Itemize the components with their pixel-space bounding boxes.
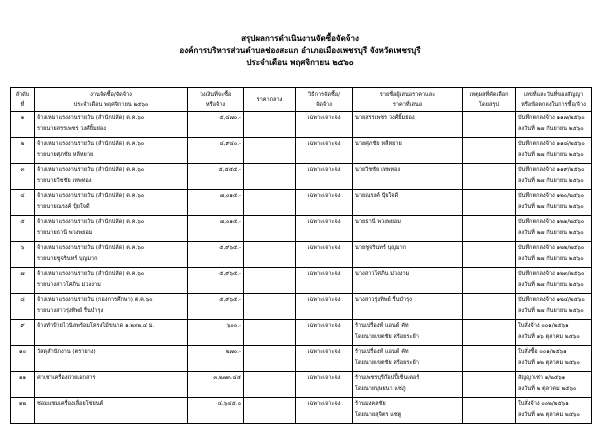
- row-number-line: ๘: [20, 297, 25, 303]
- contract-reference-line: บันทึกตกลงจ้าง ๑๒๒/๒๕๖๐: [518, 245, 585, 251]
- selection-reason: [463, 112, 516, 138]
- work-description: [35, 320, 188, 346]
- row-number: [11, 112, 35, 138]
- contract-reference: [516, 268, 592, 294]
- procurement-method-line: เฉพาะเจาะจง: [307, 219, 341, 225]
- median-price: [244, 216, 296, 242]
- bidder-line: นายณรงค์ ปุ้ยใจดี: [355, 193, 399, 199]
- amount-line: ๕,๕๕๕.-: [218, 167, 241, 173]
- amount-line: ๗,๐๑๕.-: [220, 193, 241, 199]
- document-title: สรุปผลการดำเนินงานจัดซื้อจัดจ้าง: [241, 34, 359, 43]
- bidder: [353, 398, 463, 424]
- median-price: [244, 112, 296, 138]
- amount: [188, 268, 244, 294]
- contract-reference: [516, 164, 592, 190]
- work-description: [35, 138, 188, 164]
- work-description-line: [37, 384, 185, 395]
- procurement-method: [296, 216, 353, 242]
- amount-line: ๒๗๐.-: [225, 349, 241, 355]
- bidder: [353, 138, 463, 164]
- document-period: ประจำเดือน พฤศจิกายน ๒๕๖๐: [246, 58, 354, 67]
- amount: [188, 372, 244, 398]
- bidder-line: ร้านเปรื่องท์ แอนด์ คัท: [355, 323, 409, 329]
- procurement-method: [296, 190, 353, 216]
- work-description-line: [37, 410, 185, 421]
- work-description-line: จ้างเหมาแรงงานรายวัน (กองการศึกษา) ต.ค.๖๐: [37, 297, 153, 303]
- bidder: [353, 112, 463, 138]
- work-description-line: จ้างเหมาแรงงานรายวัน (สำนักปลัด) ต.ค.๖๐: [37, 115, 145, 121]
- table-row: [11, 216, 592, 242]
- work-description: [35, 294, 188, 320]
- header-median-price: ราคากลาง: [244, 88, 296, 112]
- contract-reference-line: บันทึกตกลงจ้าง ๑๒๑/๒๕๖๐: [518, 219, 585, 225]
- work-description-line: วัสดุสำนักงาน (ตรายาง): [37, 349, 96, 355]
- bidder: [353, 320, 463, 346]
- header-reason: เหตุผลที่คัดเลือก โดยสรุป: [463, 88, 516, 112]
- row-number: [11, 216, 35, 242]
- amount: [188, 216, 244, 242]
- contract-reference: [516, 294, 592, 320]
- bidder-line: นางสาวโศภิน ม่วงงาม: [355, 271, 410, 277]
- row-number-line: ๑๑: [18, 375, 27, 381]
- procurement-method-line: เฉพาะเจาะจง: [307, 297, 341, 303]
- table-row: [11, 190, 592, 216]
- contract-reference: [516, 320, 592, 346]
- row-number: [11, 398, 35, 424]
- procurement-method-line: เฉพาะเจาะจง: [307, 375, 341, 381]
- bidder: [353, 190, 463, 216]
- selection-reason: [463, 320, 516, 346]
- contract-reference: [516, 346, 592, 372]
- bidder: [353, 294, 463, 320]
- work-description-line: รายนายธานี พวงพยอม: [37, 230, 93, 236]
- document-title-block: [0, 33, 600, 69]
- procurement-method: [296, 112, 353, 138]
- amount-line: ๔,๖๔๕.๐: [217, 401, 241, 407]
- work-description: [35, 268, 188, 294]
- median-price: [244, 268, 296, 294]
- contract-reference-line: สัญญาเช่า ๑/๒๕๖๑: [518, 375, 566, 381]
- contract-reference-line: ลงวันที่ ๒๗ กันยายน ๒๕๖๐: [518, 178, 584, 184]
- contract-reference-line: บันทึกตกลงจ้าง ๑๒๓/๒๕๖๐: [518, 271, 585, 277]
- work-description-line: รายนางสาวรุ่งทิพย์ รื่นบำรุง: [37, 308, 104, 314]
- contract-reference-line: ลงวันที่ ๒๗ กันยายน ๒๕๖๐: [518, 152, 584, 158]
- procurement-method: [296, 294, 353, 320]
- bidder-line: โดยนายสุจิตร แซ่ตู: [355, 412, 402, 418]
- procurement-method-line: เฉพาะเจาะจง: [307, 401, 341, 407]
- selection-reason: [463, 138, 516, 164]
- procurement-method-line: เฉพาะเจาะจง: [307, 349, 341, 355]
- procurement-method: [296, 346, 353, 372]
- bidder: [353, 216, 463, 242]
- row-number: [11, 164, 35, 190]
- bidder-line: ร้านมงคลชัย: [355, 401, 386, 407]
- document-organization: องค์การบริหารส่วนตำบลช่องสะแก อำเภอเมืองเพชรบุรี จังหวัดเพชรบุรี: [179, 46, 421, 55]
- bidder-line: นายวิชชัย เทพทอง: [355, 167, 401, 173]
- selection-reason: [463, 398, 516, 424]
- table-row: [11, 112, 592, 138]
- header-amount: วงเงินที่จะซื้อ หรือจ้าง: [188, 88, 244, 112]
- work-description-line: จ้างเหมาแรงงานรายวัน (สำนักปลัด) ต.ค.๖๐: [37, 193, 145, 199]
- work-description: [35, 112, 188, 138]
- contract-reference-line: ใบสั่งซื้อ ๐๐๑/๒๕๖๑: [518, 349, 567, 355]
- amount: [188, 190, 244, 216]
- work-description-line: รายนายณรงค์ ปุ้ยใจดี: [37, 204, 90, 210]
- table-body: [11, 112, 592, 424]
- procurement-method: [296, 138, 353, 164]
- bidder-line: นายสรรเพชร วงศ์ยิ้มย่อง: [355, 115, 415, 121]
- bidder-line: โดยนายเขตชัย สร้อยระย้า: [355, 334, 419, 340]
- row-number-line: ๑๒: [18, 401, 27, 407]
- amount-line: ๕,๙๖๕.-: [219, 297, 241, 303]
- contract-reference-line: บันทึกตกลงจ้าง ๑๑๘/๒๕๖๐: [518, 141, 585, 147]
- work-description-line: จ้างทำป้ายไวนิลพร้อมโครงไม้ขนาด ๑.๒x๒.๔ ม.: [37, 323, 155, 329]
- table-row: [11, 294, 592, 320]
- procurement-method: [296, 242, 353, 268]
- amount-line: ๕,๔๗๐.-: [219, 115, 241, 121]
- contract-reference: [516, 216, 592, 242]
- selection-reason: [463, 190, 516, 216]
- amount-line: ๔,๙๔๐.-: [219, 141, 241, 147]
- row-number: [11, 346, 35, 372]
- amount-line: ๖๐๐.-: [226, 323, 241, 329]
- amount: [188, 164, 244, 190]
- procurement-method: [296, 320, 353, 346]
- contract-reference-line: ลงวันที่ ๒๗ กันยายน ๒๕๖๐: [518, 282, 584, 288]
- bidder-line: นายธานี พวงพยอม: [355, 219, 401, 225]
- amount: [188, 242, 244, 268]
- median-price: [244, 138, 296, 164]
- table-header-row: [11, 88, 592, 112]
- table-row: [11, 138, 592, 164]
- procurement-method-line: เฉพาะเจาะจง: [307, 245, 341, 251]
- procurement-method-line: เฉพาะเจาะจง: [307, 141, 341, 147]
- work-description-line: ซ่อมแซมเครื่องเลื่อยโซ่ยนต์: [37, 401, 104, 407]
- procurement-table: [10, 87, 592, 424]
- median-price: [244, 346, 296, 372]
- work-description-line: ค่าเช่าเครื่องถ่ายเอกสาร: [37, 375, 96, 381]
- amount-line: ๕,๙๖๕.-: [219, 271, 241, 277]
- header-contract: เลขที่และวันที่ของสัญญา หรือข้อตกลงในการซื้อ/จ้าง: [516, 88, 592, 112]
- median-price: [244, 320, 296, 346]
- contract-reference-line: ลงวันที่ ๒๗ กันยายน ๒๕๖๐: [518, 308, 584, 314]
- contract-reference-line: ลงวันที่ ๑๒ ตุลาคม ๒๕๖๐: [518, 360, 580, 366]
- contract-reference-line: บันทึกตกลงจ้าง ๑๑๙/๒๕๖๐: [518, 167, 585, 173]
- selection-reason: [463, 164, 516, 190]
- amount: [188, 320, 244, 346]
- contract-reference: [516, 190, 592, 216]
- work-description: [35, 398, 188, 424]
- header-method: วิธีการจัดซื้อ/ จัดจ้าง: [296, 88, 353, 112]
- contract-reference-line: ลงวันที่ ๒๗ กันยายน ๒๕๖๐: [518, 126, 584, 132]
- amount: [188, 294, 244, 320]
- selection-reason: [463, 268, 516, 294]
- header-work: งานจัดซื้อ/จัดจ้าง ประจำเดือน พฤศจิกายน ๒๕๖๐: [35, 88, 188, 112]
- bidder-line: นายชูจรินทร์ บุญมาก: [355, 245, 407, 251]
- median-price: [244, 164, 296, 190]
- selection-reason: [463, 242, 516, 268]
- row-number: [11, 190, 35, 216]
- amount-line: ๓,๒๗๓.๔๕: [213, 375, 241, 381]
- procurement-method: [296, 268, 353, 294]
- bidder: [353, 372, 463, 398]
- contract-reference-line: ลงวันที่ ๑๖ ตุลาคม ๒๕๖๐: [518, 334, 580, 340]
- work-description: [35, 164, 188, 190]
- contract-reference-line: ใบสั่งจ้าง ๐๐๒/๒๕๖๑: [518, 401, 569, 407]
- work-description: [35, 242, 188, 268]
- median-price: [244, 294, 296, 320]
- bidder: [353, 346, 463, 372]
- bidder: [353, 268, 463, 294]
- work-description-line: จ้างเหมาแรงงานรายวัน (สำนักปลัด) ต.ค.๖๐: [37, 219, 145, 225]
- row-number: [11, 320, 35, 346]
- work-description: [35, 190, 188, 216]
- bidder-line: นางสาวรุ่งทิพย์ รื่นบำรุง: [355, 297, 412, 303]
- row-number-line: ๒: [20, 141, 25, 147]
- selection-reason: [463, 372, 516, 398]
- work-description-line: รายนายสรรเพชร วงศ์ยิ้มย่อง: [37, 126, 107, 132]
- work-description-line: รายนางสาวโศภิน ม่วงงาม: [37, 282, 101, 288]
- work-description-line: จ้างเหมาแรงงานรายวัน (สำนักปลัด) ต.ค.๖๐: [37, 167, 145, 173]
- work-description-line: จ้างเหมาแรงงานรายวัน (สำนักปลัด) ต.ค.๖๐: [37, 141, 145, 147]
- table-row: [11, 346, 592, 372]
- amount: [188, 138, 244, 164]
- procurement-method: [296, 164, 353, 190]
- median-price: [244, 372, 296, 398]
- contract-reference-line: ลงวันที่ ๒๗ กันยายน ๒๕๖๐: [518, 230, 584, 236]
- amount: [188, 398, 244, 424]
- table-row: [11, 372, 592, 398]
- row-number-line: ๗: [20, 271, 25, 277]
- median-price: [244, 190, 296, 216]
- amount-line: ๗,๐๑๕.-: [220, 219, 241, 225]
- work-description-line: รายนายวิชชัย เทพทอง: [37, 178, 92, 184]
- bidder: [353, 164, 463, 190]
- bidder-line: โดยนายเขตชัย สร้อยระย้า: [355, 360, 419, 366]
- work-description-line: รายนายศุภชัย หลีหยาย: [37, 152, 94, 158]
- work-description: [35, 216, 188, 242]
- bidder-line: โดยนายบุษยนา แซ่ภู่: [355, 386, 406, 392]
- selection-reason: [463, 216, 516, 242]
- table-row: [11, 320, 592, 346]
- row-number-line: ๑: [20, 115, 25, 121]
- work-description-line: จ้างเหมาแรงงานรายวัน (สำนักปลัด) ต.ค.๖๐: [37, 271, 145, 277]
- bidder: [353, 242, 463, 268]
- contract-reference-line: ลงวันที่ ๒๗ กันยายน ๒๕๖๐: [518, 204, 584, 210]
- contract-reference-line: บันทึกตกลงจ้าง ๑๑๗/๒๕๖๐: [518, 115, 585, 121]
- row-number-line: ๔: [20, 193, 25, 199]
- procurement-method-line: เฉพาะเจาะจง: [307, 323, 341, 329]
- bidder-line: นายศุภชัย หลีหยาย: [355, 141, 402, 147]
- procurement-method: [296, 398, 353, 424]
- row-number-line: ๙: [20, 323, 25, 329]
- amount: [188, 346, 244, 372]
- contract-reference-line: ลงวันที่ ๒๗ กันยายน ๒๕๖๐: [518, 256, 584, 262]
- row-number: [11, 294, 35, 320]
- contract-reference-line: ลงวันที่ ๑๒ ตุลาคม ๒๕๖๐: [518, 412, 580, 418]
- amount-line: ๕,๙๖๕.-: [219, 245, 241, 251]
- row-number-line: ๕: [20, 219, 25, 225]
- work-description-line: [37, 358, 185, 369]
- row-number: [11, 138, 35, 164]
- contract-reference-line: บันทึกตกลงจ้าง ๑๒๔/๒๕๖๐: [518, 297, 585, 303]
- table-row: [11, 398, 592, 424]
- contract-reference: [516, 242, 592, 268]
- median-price: [244, 398, 296, 424]
- row-number: [11, 372, 35, 398]
- selection-reason: [463, 294, 516, 320]
- work-description-line: [37, 332, 185, 343]
- contract-reference-line: ลงวันที่ ๒ ตุลาคม ๒๕๖๐: [518, 386, 577, 392]
- row-number-line: ๑๐: [19, 349, 26, 355]
- median-price: [244, 242, 296, 268]
- work-description-line: จ้างเหมาแรงงานรายวัน (สำนักปลัด) ต.ค.๖๐: [37, 245, 145, 251]
- work-description: [35, 346, 188, 372]
- row-number-line: ๓: [20, 167, 25, 173]
- table-row: [11, 164, 592, 190]
- row-number-line: ๖: [20, 245, 25, 251]
- procurement-method-line: เฉพาะเจาะจง: [307, 193, 341, 199]
- contract-reference-line: ใบสั่งจ้าง ๐๐๑/๒๕๖๑: [518, 323, 569, 329]
- contract-reference-line: บันทึกตกลงจ้าง ๑๒๐/๒๕๖๐: [518, 193, 584, 199]
- work-description-line: รายนายชูจรินทร์ บุญมาก: [37, 256, 98, 262]
- work-description: [35, 372, 188, 398]
- procurement-method: [296, 372, 353, 398]
- bidder-line: ร้านเพชรบุรีก๊อปปี้เซ็นเตอร์: [355, 375, 420, 381]
- table-row: [11, 268, 592, 294]
- selection-reason: [463, 346, 516, 372]
- row-number: [11, 242, 35, 268]
- contract-reference: [516, 112, 592, 138]
- procurement-method-line: เฉพาะเจาะจง: [307, 167, 341, 173]
- row-number: [11, 268, 35, 294]
- header-no: ลำดับ ที่: [11, 88, 35, 112]
- contract-reference: [516, 138, 592, 164]
- table-row: [11, 242, 592, 268]
- contract-reference: [516, 398, 592, 424]
- amount: [188, 112, 244, 138]
- contract-reference: [516, 372, 592, 398]
- procurement-method-line: เฉพาะเจาะจง: [307, 271, 341, 277]
- bidder-line: ร้านเปรื่องท์ แอนด์ คัท: [355, 349, 409, 355]
- procurement-method-line: เฉพาะเจาะจง: [307, 115, 341, 121]
- header-bidder: รายชื่อผู้เสนอราคาและ ราคาที่เสนอ: [353, 88, 463, 112]
